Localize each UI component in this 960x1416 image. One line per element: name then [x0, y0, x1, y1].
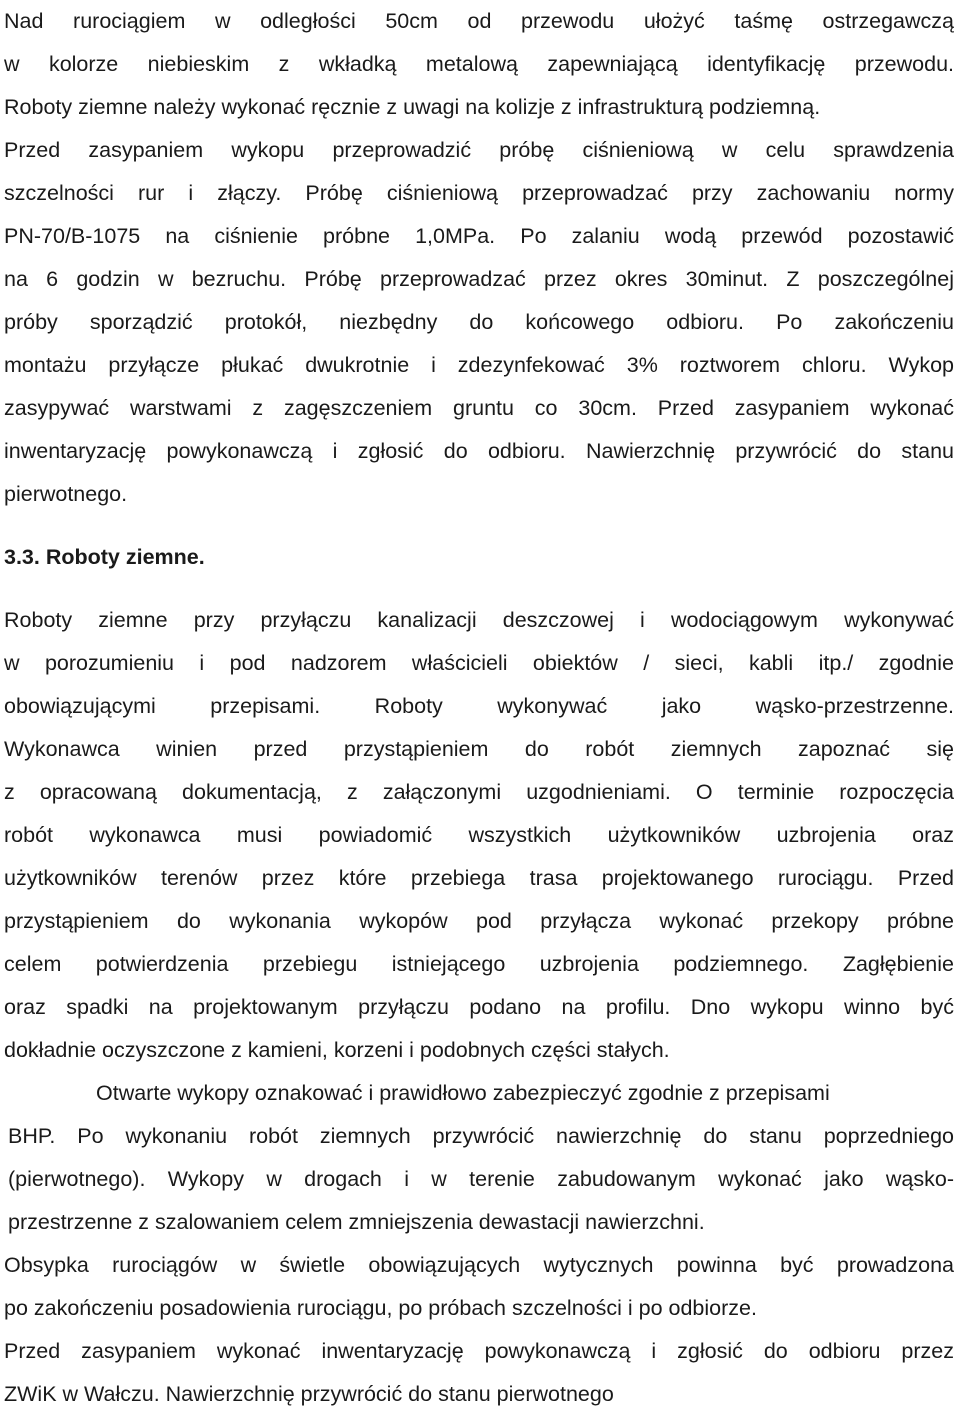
section-heading: 3.3. Roboty ziemne. — [4, 545, 205, 569]
paragraph-line: w porozumieniu i pod nadzorem właścicieli obiektów / sieci, kabli itp./ zgodnie — [4, 651, 954, 675]
paragraph-line: (pierwotnego). Wykopy w drogach i w terenie zabudowanym wykonać jako wąsko- — [8, 1167, 954, 1191]
paragraph-tape-and-pressure-test — [4, 0, 954, 516]
paragraph-line: robót wykonawca musi powiadomić wszystkich użytkowników uzbrojenia oraz — [4, 823, 954, 847]
paragraph-line: zasypywać warstwami z zagęszczeniem gruntu co 30cm. Przed zasypaniem wykonać — [4, 396, 954, 420]
paragraph-line: po zakończeniu posadowienia rurociągu, po próbach szczelności i po odbiorze. — [4, 1296, 757, 1320]
paragraph-line: oraz spadki na projektowanym przyłączu podano na profilu. Dno wykopu winno być — [4, 995, 954, 1019]
paragraph-open-excavations — [4, 1072, 954, 1244]
paragraph-line: Obsypka rurociągów w świetle obowiązujących wytycznych powinna być prowadzona — [4, 1253, 954, 1277]
paragraph-line: Przed zasypaniem wykopu przeprowadzić próbę ciśnieniową w celu sprawdzenia — [4, 138, 954, 162]
paragraph-line: w kolorze niebieskim z wkładką metalową zapewniającą identyfikację przewodu. — [4, 52, 954, 76]
paragraph-line: ZWiK w Wałczu. Nawierzchnię przywrócić do stanu pierwotnego — [4, 1382, 614, 1406]
paragraph-line: użytkowników terenów przez które przebiega trasa projektowanego rurociągu. Przed — [4, 866, 954, 890]
document-page — [4, 0, 954, 1416]
paragraph-line: szczelności rur i złączy. Próbę ciśnieniową przeprowadzać przy zachowaniu normy — [4, 181, 954, 205]
paragraph-line: Wykonawca winien przed przystąpieniem do robót ziemnych zapoznać się — [4, 737, 954, 761]
paragraph-line: Otwarte wykopy oznakować i prawidłowo zabezpieczyć zgodnie z przepisami — [96, 1081, 830, 1105]
paragraph-line: Roboty ziemne przy przyłączu kanalizacji deszczowej i wodociągowym wykonywać — [4, 608, 954, 632]
paragraph-earthworks — [4, 599, 954, 1072]
paragraph-pipeline-backfill — [4, 1244, 954, 1416]
paragraph-line: PN-70/B-1075 na ciśnienie próbne 1,0MPa. Po zalaniu wodą przewód pozostawić — [4, 224, 954, 248]
paragraph-line: próby sporządzić protokół, niezbędny do końcowego odbioru. Po zakończeniu — [4, 310, 954, 334]
paragraph-line: celem potwierdzenia przebiegu istniejącego uzbrojenia podziemnego. Zagłębienie — [4, 952, 954, 976]
paragraph-line: obowiązującymi przepisami. Roboty wykonywać jako wąsko-przestrzenne. — [4, 694, 954, 718]
paragraph-line: Nad rurociągiem w odległości 50cm od przewodu ułożyć taśmę ostrzegawczą — [4, 9, 954, 33]
paragraph-line: przystąpieniem do wykonania wykopów pod przyłącza wykonać przekopy próbne — [4, 909, 954, 933]
paragraph-line: przestrzenne z szalowaniem celem zmniejszenia dewastacji nawierzchni. — [8, 1210, 705, 1234]
paragraph-line: Roboty ziemne należy wykonać ręcznie z uwagi na kolizje z infrastrukturą podziemną. — [4, 95, 821, 119]
paragraph-line: z opracowaną dokumentacją, z załączonymi uzgodnieniami. O terminie rozpoczęcia — [4, 780, 954, 804]
paragraph-line: dokładnie oczyszczone z kamieni, korzeni i podobnych części stałych. — [4, 1038, 670, 1062]
paragraph-line: inwentaryzację powykonawczą i zgłosić do odbioru. Nawierzchnię przywrócić do stanu — [4, 439, 954, 463]
paragraph-line: pierwotnego. — [4, 482, 128, 506]
paragraph-line: na 6 godzin w bezruchu. Próbę przeprowadzać przez okres 30minut. Z poszczególnej — [4, 267, 954, 291]
paragraph-line: BHP. Po wykonaniu robót ziemnych przywrócić nawierzchnię do stanu poprzedniego — [8, 1124, 954, 1148]
paragraph-line: montażu przyłącze płukać dwukrotnie i zdezynfekować 3% roztworem chloru. Wykop — [4, 353, 954, 377]
paragraph-line: Przed zasypaniem wykonać inwentaryzację powykonawczą i zgłosić do odbioru przez — [4, 1339, 954, 1363]
